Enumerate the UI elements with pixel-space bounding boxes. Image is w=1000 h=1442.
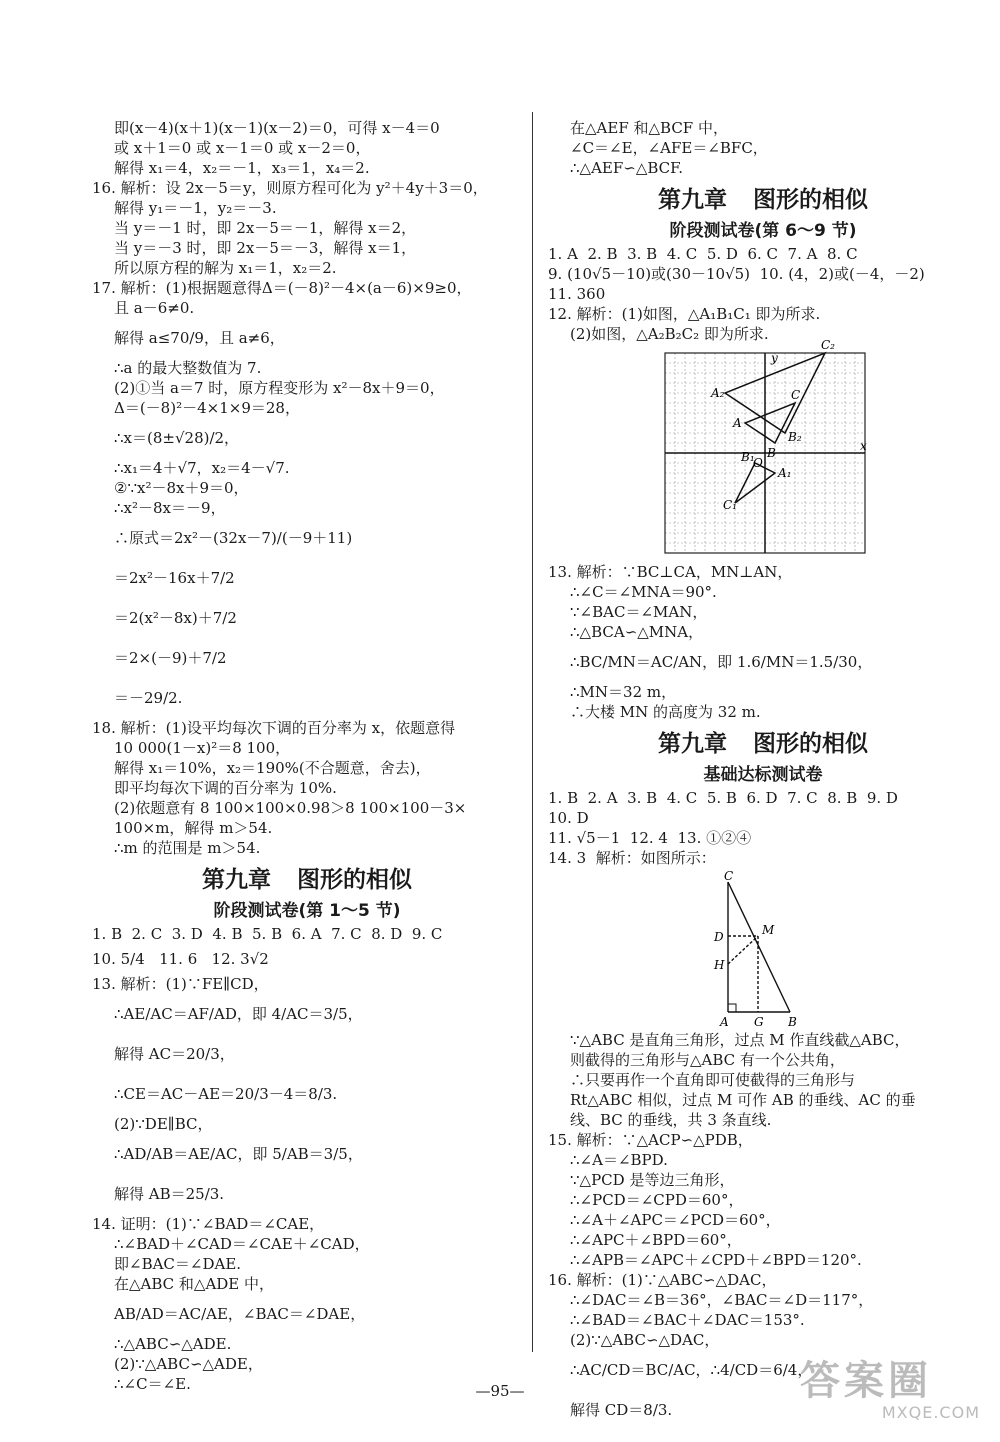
text-line: ∴大楼 MN 的高度为 32 m. [570,703,761,721]
text-line: ∴AC/CD＝BC/AC，∴4/CD＝6/4， [570,1361,813,1379]
page-number: —95— [475,1382,525,1400]
text-line: 当 y＝－3 时，即 2x－5＝－3，解得 x＝1， [114,239,417,257]
text-line: 18. 解析：(1)设平均每次下调的百分率为 x，依题意得 [92,719,456,737]
text-line: 解得 y₁＝－1，y₂＝－3. [114,199,277,217]
text-line: 即∠BAC＝∠DAE. [114,1255,242,1273]
text-line: ∵∠BAC＝∠MAN， [570,603,708,621]
label-c1: C₁ [723,498,737,512]
text-line: ∴∠BAD＋∠CAD＝∠CAE＋∠CAD， [114,1235,370,1253]
grid-svg [660,338,870,558]
watermark-url: MXQE.COM [881,1403,980,1422]
label-b: B [767,446,776,460]
text-line: ∴x²－8x＝－9， [114,499,226,517]
label-a2: A₂ [711,386,725,400]
label-d: D [714,930,724,944]
chapter-title: 第九章 图形的相似 [657,187,868,213]
text-line: 解得 a≤70/9，且 a≠6， [114,329,285,347]
text-line: ∴MN＝32 m， [570,683,677,701]
text-line: ∴△ABC∽△ADE. [114,1335,232,1353]
text-line: ∴a 的最大整数值为 7. [114,359,262,377]
text-line: (2)①当 a＝7 时，原方程变形为 x²－8x＋9＝0， [114,379,445,397]
right-angle-mark [728,1004,736,1012]
text-line: ∴∠A＝∠BPD. [570,1151,668,1169]
text-line: 则截得的三角形与△ABC 有一个公共角， [570,1051,845,1069]
text-line: 所以原方程的解为 x₁＝1，x₂＝2. [114,259,337,277]
text-line: 14. 3 解析：如图所示： [548,849,716,867]
text-line: (2)依题意有 8 100×100×0.98＞8 100×100－3× [114,799,467,817]
text-line: ∴△BCA∽△MNA， [570,623,704,641]
text-line: ∴∠APC＋∠BPD＝60°， [570,1231,742,1249]
line-hm [728,936,758,964]
triangle-svg [698,870,808,1030]
label-c: C [724,869,734,883]
text-line: Δ＝(－8)²－4×1×9＝28， [114,399,300,417]
label-a: A [733,416,742,430]
text-line: 解得 AB＝25/3. [114,1185,225,1203]
label-c: C [791,388,801,402]
text-line: 11. √5－1 12. 4 13. ①②④ [548,829,752,847]
text-line: ∵△PCD 是等边三角形， [570,1171,735,1189]
text-line: 9. (10√5－10)或(30－10√5) 10. (4，2)或(－4，－2) [548,265,925,283]
coordinate-grid-figure [660,338,870,558]
text-line: 14. 证明：(1)∵∠BAD＝∠CAE， [92,1215,325,1233]
label-g: G [754,1015,764,1029]
text-line: ＝2(x²－8x)＋7/2 [114,609,237,627]
text-line: ∴AE/AC＝AF/AD，即 4/AC＝3/5， [114,1005,363,1023]
text-line: ＝2x²－16x＋7/2 [114,569,235,587]
text-line: ∴m 的范围是 m＞54. [114,839,261,857]
text-line: 在△ABC 和△ADE 中， [114,1275,275,1293]
watermark-text: 答案圈 [800,1358,932,1404]
text-line: 10. 5/4 11. 6 12. 3√2 [92,950,269,968]
label-m: M [762,923,775,937]
text-line: 15. 解析：∵△ACP∽△PDB， [548,1131,753,1149]
text-line: 解得 x₁＝4，x₂＝－1，x₃＝1，x₄＝2. [114,159,370,177]
text-line: ＝2×(－9)＋7/2 [114,649,227,667]
text-line: 解得 CD＝8/3. [570,1401,673,1419]
chapter-title: 第九章 图形的相似 [201,867,412,893]
label-y: y [771,351,778,365]
side-cb [728,882,790,1012]
text-line: 10 000(1－x)²＝8 100， [114,739,291,757]
text-line: ∴∠DAC＝∠B＝36°，∠BAC＝∠D＝117°， [570,1291,874,1309]
text-line: 在△AEF 和△BCF 中， [570,119,728,137]
text-line: 1. B 2. A 3. B 4. C 5. B 6. D 7. C 8. B 9. D [548,789,898,807]
text-line: ∴∠PCD＝∠CPD＝60°， [570,1191,744,1209]
text-line: (2)∵DE∥BC， [114,1115,213,1133]
text-line: 10. D [548,809,589,827]
text-line: 13. 解析：∵BC⊥CA，MN⊥AN， [548,563,793,581]
text-line: ∠C＝∠E，∠AFE＝∠BFC， [570,139,768,157]
label-b: B [788,1015,797,1029]
text-line: (2)∵△ABC∽△ADE， [114,1355,263,1373]
label-b1: B₁ [741,450,755,464]
label-b2: B₂ [788,430,802,444]
text-line: ∴原式＝2x²－(32x－7)/(－9＋11) [114,529,353,547]
section-title: 阶段测试卷(第 1～5 节) [213,901,401,921]
label-a: A [720,1015,729,1029]
text-line: 即平均每次下调的百分率为 10%. [114,779,337,797]
text-line: ∴x＝(8±√28)/2， [114,429,240,447]
text-line: ∴∠BAD＝∠BAC＋∠DAC＝153°. [570,1311,805,1329]
text-line: ∴AD/AB＝AE/AC，即 5/AB＝3/5， [114,1145,363,1163]
text-line: AB/AD＝AC/AE，∠BAC＝∠DAE， [114,1305,366,1323]
text-line: 即(x－4)(x＋1)(x－1)(x－2)＝0，可得 x－4＝0 [114,119,440,137]
text-line: 解得 AC＝20/3， [114,1045,235,1063]
section-title: 阶段测试卷(第 6～9 节) [669,221,857,241]
text-line: ＝－29/2. [114,689,183,707]
watermark-logo [800,1358,980,1424]
text-line: ∴△AEF∽△BCF. [570,159,683,177]
text-line: 16. 解析：(1)∵△ABC∽△DAC， [548,1271,777,1289]
text-line: (2)如图，△A₂B₂C₂ 即为所求. [570,325,769,343]
text-line: 1. B 2. C 3. D 4. B 5. B 6. A 7. C 8. D 9. C [92,925,443,943]
label-a1: A₁ [778,466,792,480]
text-line: Rt△ABC 相似，过点 M 可作 AB 的垂线、AC 的垂 [570,1091,916,1109]
text-line: 13. 解析：(1)∵FE∥CD， [92,975,269,993]
text-line: 当 y＝－1 时，即 2x－5＝－1，解得 x＝2， [114,219,417,237]
text-line: 100×m，解得 m＞54. [114,819,273,837]
text-line: 解得 x₁＝10%，x₂＝190%(不合题意，舍去)， [114,759,431,777]
text-line: 12. 解析：(1)如图，△A₁B₁C₁ 即为所求. [548,305,821,323]
right-triangle-figure [698,870,808,1030]
text-line: 或 x＋1＝0 或 x－1＝0 或 x－2＝0， [114,139,371,157]
right-column [548,118,978,1430]
text-line: 且 a－6≠0. [114,299,195,317]
section-title: 基础达标测试卷 [703,765,823,785]
text-line: ∴∠C＝∠E. [114,1375,191,1393]
text-line: ∴只要再作一个直角即可使截得的三角形与 [570,1071,856,1089]
column-divider [532,112,533,1352]
text-line: ∵△ABC 是直角三角形，过点 M 作直线截△ABC， [570,1031,910,1049]
text-line: 16. 解析：设 2x－5＝y，则原方程可化为 y²＋4y＋3＝0， [92,179,488,197]
text-line: ∴∠APB＝∠APC＋∠CPD＋∠BPD＝120°. [570,1251,862,1269]
label-h: H [714,958,725,972]
text-line: (2)∵△ABC∽△DAC， [570,1331,720,1349]
label-o: O [753,456,763,470]
text-line: ②∵x²－8x＋9＝0， [114,479,249,497]
text-line: ∴∠C＝∠MNA＝90°. [570,583,717,601]
label-c2: C₂ [821,338,835,352]
text-line: 11. 360 [548,285,606,303]
text-line: ∴CE＝AC－AE＝20/3－4＝8/3. [114,1085,338,1103]
text-line: ∴BC/MN＝AC/AN，即 1.6/MN＝1.5/30， [570,653,873,671]
text-line: 17. 解析：(1)根据题意得Δ＝(－8)²－4×(a－6)×9≥0， [92,279,472,297]
text-line: ∴x₁＝4＋√7，x₂＝4－√7. [114,459,290,477]
text-line: 1. A 2. B 3. B 4. C 5. D 6. C 7. A 8. C [548,245,858,263]
chapter-title: 第九章 图形的相似 [657,731,868,757]
text-line: ∴∠A＋∠APC＝∠PCD＝60°， [570,1211,781,1229]
label-x: x [860,439,867,453]
text-line: 线、BC 的垂线，共 3 条直线. [570,1111,772,1129]
left-column [92,118,522,1394]
